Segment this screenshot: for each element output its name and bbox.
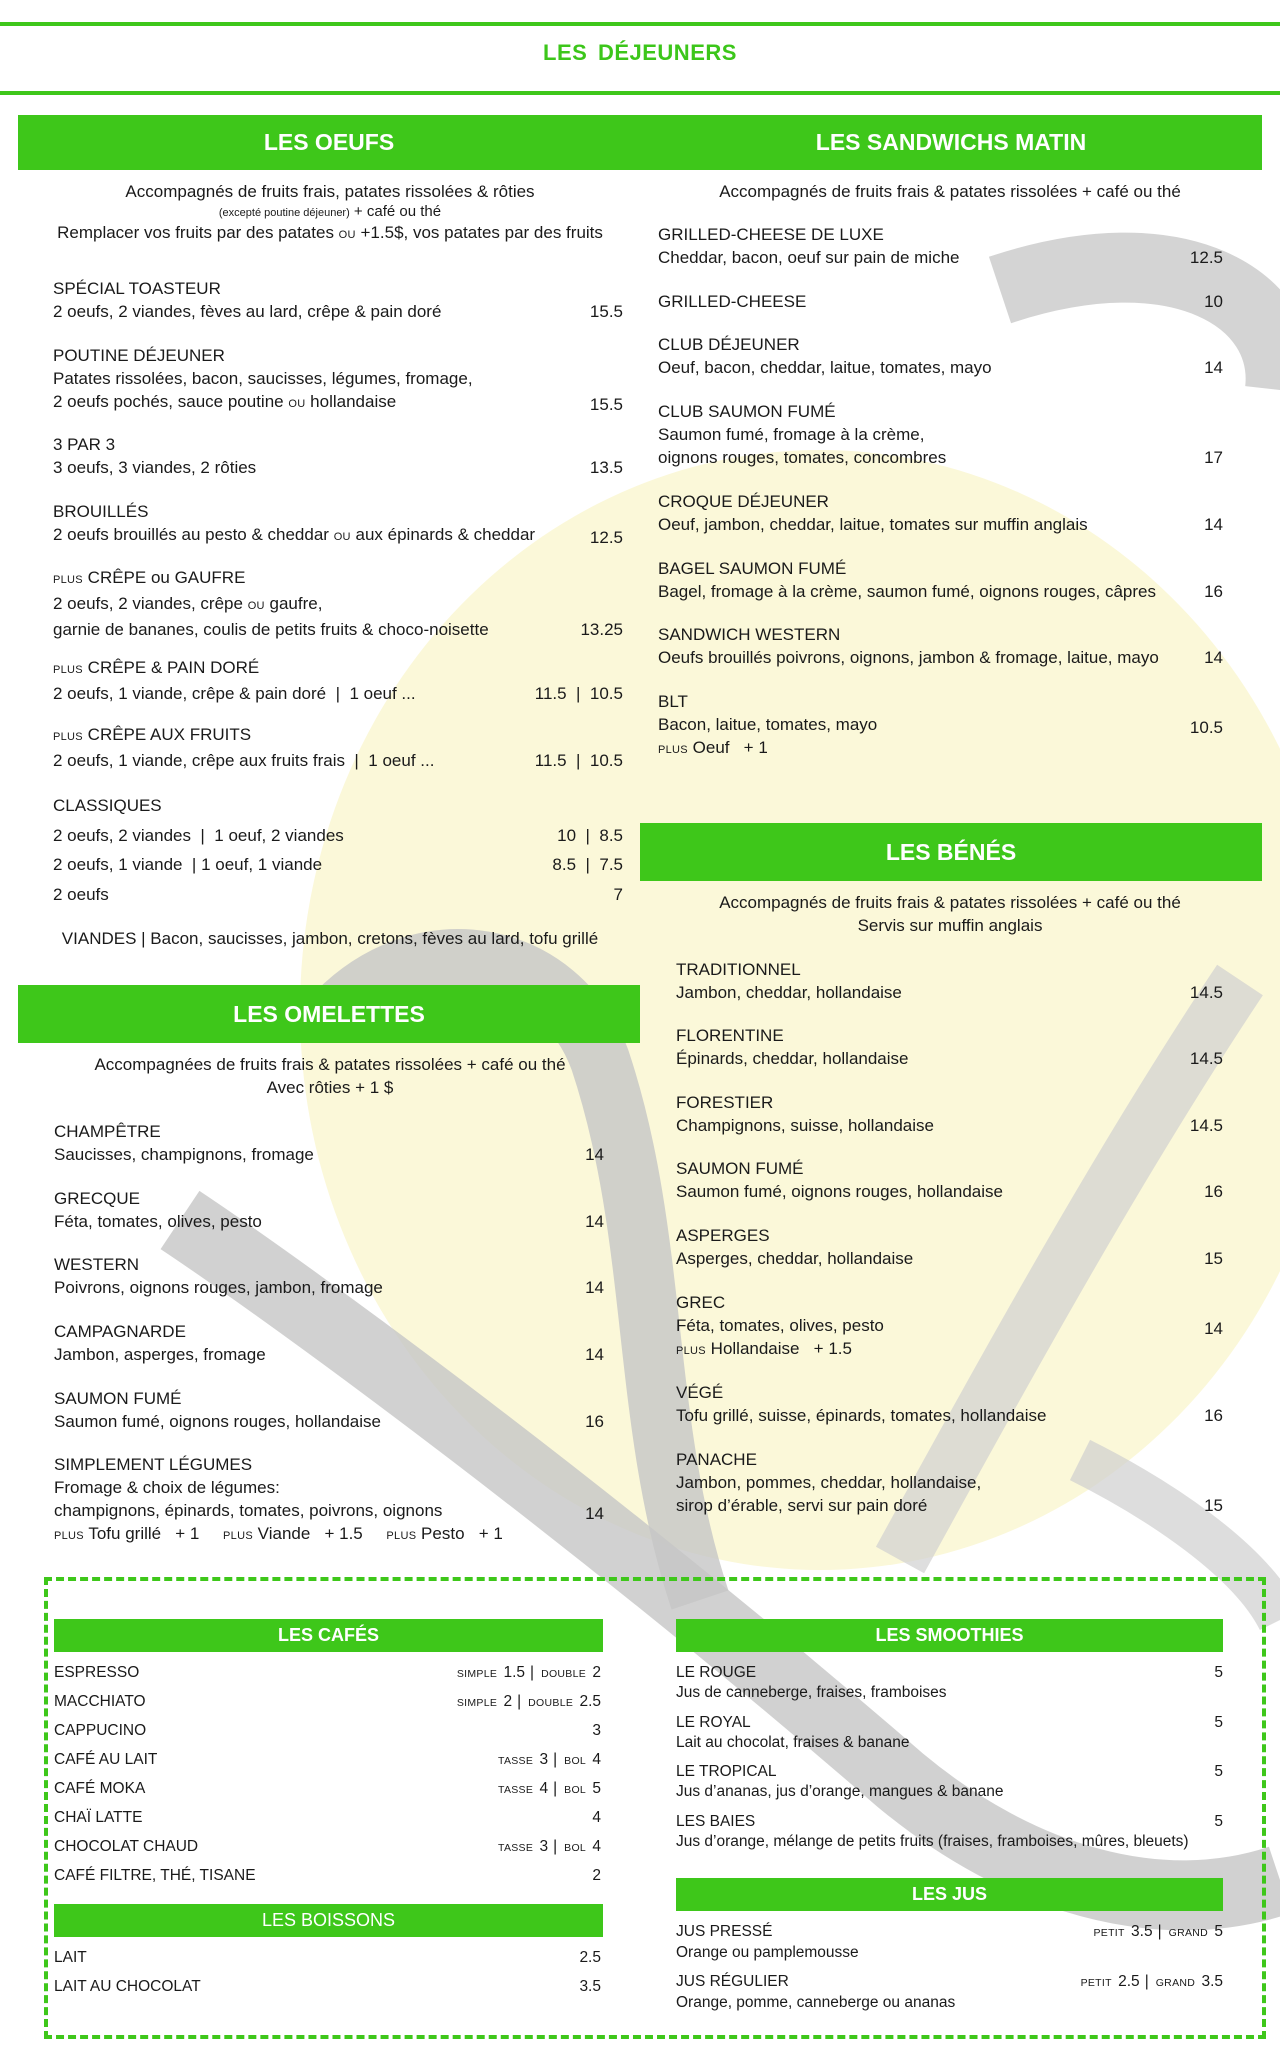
price-value: 2.5 <box>1113 1973 1140 1990</box>
classique-row <box>53 880 623 910</box>
drink-row <box>54 1808 601 1828</box>
price-value: 5 <box>588 1780 601 1797</box>
item-desc: Poivrons, oignons rouges, jambon, fromage <box>54 1278 383 1297</box>
row-price <box>455 1663 601 1684</box>
item-desc: Féta, tomates, olives, pesto <box>676 1316 884 1335</box>
item-desc: Oeuf, bacon, cheddar, laitue, tomates, mayo <box>658 358 992 377</box>
row-price: 10 | 8.5 <box>557 825 623 845</box>
item-price: 14 <box>585 1278 604 1297</box>
row-price <box>1214 1762 1223 1782</box>
omelettes-intro <box>30 1053 630 1099</box>
menu-item <box>658 290 1223 313</box>
drink-desc: Orange, pomme, canneberge ou ananas <box>676 1994 956 2011</box>
price-value: 3.5 <box>1126 1923 1153 1940</box>
item-name: CLASSIQUES <box>53 796 162 815</box>
drink-row <box>54 1721 601 1741</box>
item-extras <box>54 1522 604 1548</box>
extra-text: Oeuf + 1 <box>687 738 768 757</box>
size-label: GRAND <box>1155 1977 1196 1989</box>
benes-intro <box>650 891 1250 937</box>
plus-label: PLUS <box>386 1530 417 1542</box>
price-value: 5 <box>1214 1763 1223 1780</box>
row-price <box>455 1692 601 1713</box>
item-price: 15.5 <box>589 395 623 414</box>
item-desc: Saumon fumé, fromage à la crème, <box>658 425 925 444</box>
intro-text: +1.5$, vos patates par des fruits <box>355 223 603 242</box>
drink-name: MACCHIATO <box>54 1693 146 1710</box>
item-desc: Jambon, pommes, cheddar, hollandaise, <box>676 1473 982 1492</box>
desc-text: 2 oeufs pochés, sauce poutine <box>53 392 289 411</box>
drink-item <box>676 1762 1223 1802</box>
item-desc: Tofu grillé, suisse, épinards, tomates, hollandaise <box>676 1406 1047 1425</box>
item-name: SANDWICH WESTERN <box>658 625 841 644</box>
item-desc: Oeufs brouillés poivrons, oignons, jambon & fromage, laitue, mayo <box>658 648 1159 667</box>
page-title: LES DÉJEUNERS <box>543 40 737 65</box>
menu-item <box>676 1157 1223 1203</box>
item-name: WESTERN <box>54 1255 139 1274</box>
viandes-note: VIANDES | Bacon, saucisses, jambon, cretons, fèves au lard, tofu grillé <box>61 929 599 948</box>
item-name: GRECQUE <box>54 1189 140 1208</box>
row-price <box>1214 1713 1223 1733</box>
size-label: SIMPLE <box>456 1697 498 1709</box>
item-name: CLUB SAUMON FUMÉ <box>658 402 836 421</box>
drink-name: JUS RÉGULIER <box>676 1973 789 1990</box>
item-price: 13.5 <box>589 458 623 477</box>
extra-text: Hollandaise + 1.5 <box>705 1339 852 1358</box>
drink-item <box>676 1972 1223 2013</box>
menu-item <box>53 277 623 323</box>
intro-line: Avec rôties + 1 $ <box>266 1078 394 1097</box>
drink-item <box>676 1663 1223 1703</box>
row-price <box>1214 1812 1223 1832</box>
price-value: 3 <box>535 1751 549 1768</box>
drink-row <box>54 1866 601 1886</box>
drink-row <box>54 1663 601 1684</box>
item-desc: Bagel, fromage à la crème, saumon fumé, oignons rouges, câpres <box>658 582 1156 601</box>
item-name: CAMPAGNARDE <box>54 1322 186 1341</box>
oeufs-intro <box>30 180 630 247</box>
menu-item <box>658 400 1223 469</box>
drink-row <box>54 1750 601 1771</box>
drink-row <box>676 1762 1223 1782</box>
classique-row <box>53 850 623 880</box>
intro-small: (excepté poutine déjeuner) <box>218 207 350 219</box>
item-price: 15 <box>1204 1249 1223 1268</box>
row-desc: 2 oeufs, 1 viande | 1 oeuf, 1 viande <box>53 855 323 874</box>
section-header-jus: LES JUS <box>676 1878 1223 1911</box>
menu-item <box>53 500 623 549</box>
item-desc <box>53 592 623 618</box>
top-rule <box>0 22 1280 26</box>
item-price: 14.5 <box>1189 1116 1223 1135</box>
menu-item <box>54 1120 604 1166</box>
menu-item <box>54 1387 604 1433</box>
menu-item <box>658 490 1223 536</box>
price-value: 2.5 <box>579 1949 601 1966</box>
size-label: DOUBLE <box>541 1668 587 1680</box>
section-header-oeufs: LES OEUFS <box>18 115 640 170</box>
menu-item <box>53 566 623 641</box>
plus-label: PLUS <box>53 574 83 586</box>
item-name: ASPERGES <box>676 1226 770 1245</box>
menu-item <box>658 333 1223 379</box>
plus-label: PLUS <box>53 664 83 676</box>
item-name: POUTINE DÉJEUNER <box>53 346 225 365</box>
menu-item <box>53 656 623 705</box>
item-price: 10 <box>1204 292 1223 311</box>
price-value: 5 <box>1214 1713 1223 1731</box>
item-name: GRILLED-CHEESE <box>658 292 807 311</box>
price-separator: | <box>553 1780 558 1797</box>
row-price: 8.5 | 7.5 <box>552 855 623 874</box>
row-price <box>1214 1663 1223 1683</box>
price-value: 4 <box>535 1780 549 1797</box>
intro-text: + café ou thé <box>349 203 442 220</box>
menu-item <box>658 557 1223 603</box>
menu-item-classiques <box>53 791 623 909</box>
item-price: 17 <box>1204 448 1223 467</box>
item-price: 11.5 | 10.5 <box>534 684 623 703</box>
item-extras <box>676 1337 1223 1363</box>
item-desc: 2 oeufs, 1 viande, crêpe & pain doré | 1 oeuf ... <box>53 684 416 703</box>
ou-label: OU <box>333 531 351 543</box>
item-price: 12.5 <box>589 528 623 547</box>
drink-row <box>676 1663 1223 1683</box>
item-price: 16 <box>1204 582 1223 601</box>
drink-name: CHOCOLAT CHAUD <box>54 1838 199 1855</box>
price-value: 3 <box>535 1838 549 1855</box>
price-value: 4 <box>588 1838 601 1855</box>
item-name: BLT <box>658 692 688 711</box>
drink-row <box>54 1779 601 1800</box>
menu-item <box>676 1224 1223 1270</box>
item-desc: champignons, épinards, tomates, poivrons, oignons <box>54 1501 443 1520</box>
item-desc: 2 oeufs, 2 viandes, fèves au lard, crêpe & pain doré <box>53 302 442 321</box>
size-label: TASSE <box>498 1755 534 1767</box>
drink-desc: Orange ou pamplemousse <box>676 1944 859 1961</box>
drink-name: LAIT AU CHOCOLAT <box>54 1978 201 1995</box>
item-desc: Asperges, cheddar, hollandaise <box>676 1249 914 1268</box>
row-price: 7 <box>613 884 623 904</box>
menu-item <box>54 1453 604 1548</box>
price-separator: | <box>1157 1923 1162 1940</box>
item-name: CHAMPÊTRE <box>54 1122 161 1141</box>
item-name: TRADITIONNEL <box>676 960 801 979</box>
section-header-cafes: LES CAFÉS <box>54 1619 603 1652</box>
item-name <box>53 566 623 592</box>
item-desc: Fromage & choix de légumes: <box>54 1478 280 1497</box>
item-name: BAGEL SAUMON FUMÉ <box>658 559 847 578</box>
item-name: SIMPLEMENT LÉGUMES <box>54 1455 253 1474</box>
menu-item <box>676 1291 1223 1363</box>
item-extras <box>658 736 1223 762</box>
desc-text: gaufre, <box>264 594 323 613</box>
menu-item <box>658 690 1223 762</box>
price-value: 3.5 <box>1197 1973 1223 1990</box>
size-label: DOUBLE <box>528 1697 574 1709</box>
item-price: 14 <box>585 1345 604 1364</box>
plus-label: PLUS <box>54 1530 84 1542</box>
item-desc <box>53 390 623 416</box>
price-separator: | <box>553 1751 558 1768</box>
extra-text: Viande + 1.5 <box>252 1524 363 1543</box>
item-desc: 3 oeufs, 3 viandes, 2 rôties <box>53 458 257 477</box>
ou-label: OU <box>288 398 306 410</box>
drink-row <box>54 1948 601 1968</box>
price-value: 2 <box>499 1693 513 1710</box>
drink-name: CHAÏ LATTE <box>54 1809 143 1826</box>
item-price: 10.5 <box>1189 718 1223 737</box>
plus-label: PLUS <box>223 1530 253 1542</box>
size-label: PETIT <box>1093 1927 1125 1939</box>
desc-text: 2 oeufs brouillés au pesto & cheddar <box>53 525 334 544</box>
intro-line: Accompagnés de fruits frais, patates rissolées & rôties <box>125 182 535 201</box>
price-separator: | <box>553 1838 558 1855</box>
item-name: SAUMON FUMÉ <box>676 1159 804 1178</box>
item-price: 16 <box>585 1412 604 1431</box>
menu-item <box>54 1187 604 1233</box>
price-value: 2.5 <box>575 1693 601 1710</box>
drink-name: CAFÉ AU LAIT <box>54 1751 158 1768</box>
item-desc: sirop d’érable, servi sur pain doré <box>676 1496 928 1515</box>
intro-line: Accompagnés de fruits frais & patates rissolées + café ou thé <box>719 893 1181 912</box>
size-label: BOL <box>564 1755 587 1767</box>
item-desc: oignons rouges, tomates, concombres <box>658 448 947 467</box>
drink-desc: Jus de canneberge, fraises, framboises <box>676 1684 947 1701</box>
item-desc: Bacon, laitue, tomates, mayo <box>658 715 878 734</box>
sandwichs-intro: Accompagnés de fruits frais & patates rissolées + café ou thé <box>719 182 1181 201</box>
drink-name: LE ROUGE <box>676 1664 757 1681</box>
drink-row <box>676 1922 1223 1943</box>
item-name: CLUB DÉJEUNER <box>658 335 800 354</box>
item-name <box>53 723 623 749</box>
row-price <box>592 1808 601 1828</box>
intro-line: Servis sur muffin anglais <box>857 916 1043 935</box>
item-price: 14.5 <box>1189 983 1223 1002</box>
menu-item <box>676 1091 1223 1137</box>
price-value: 5 <box>1214 1812 1223 1830</box>
menu-item <box>676 1448 1223 1517</box>
drink-row <box>54 1977 601 1997</box>
extra-text: Pesto + 1 <box>416 1524 503 1543</box>
intro-line: Accompagnées de fruits frais & patates rissolées + café ou thé <box>94 1055 566 1074</box>
row-price <box>1091 1922 1223 1943</box>
drink-name: CAFÉ FILTRE, THÉ, TISANE <box>54 1867 256 1884</box>
size-label: BOL <box>564 1784 587 1796</box>
extra-text: Tofu grillé + 1 <box>83 1524 200 1543</box>
size-label: BOL <box>564 1842 587 1854</box>
drink-row <box>54 1692 601 1713</box>
desc-text: aux épinards & cheddar <box>350 525 536 544</box>
item-name <box>53 656 623 682</box>
intro-line <box>30 221 630 247</box>
drink-desc: Jus d’ananas, jus d’orange, mangues & banane <box>676 1783 1004 1800</box>
item-price: 15.5 <box>589 302 623 321</box>
item-desc: Cheddar, bacon, oeuf sur pain de miche <box>658 248 960 267</box>
price-value: 4 <box>588 1751 601 1768</box>
menu-item <box>53 433 623 479</box>
menu-item <box>676 1024 1223 1070</box>
row-price <box>1079 1972 1223 1993</box>
size-label: GRAND <box>1168 1927 1209 1939</box>
item-name: BROUILLÉS <box>53 502 149 521</box>
size-label: SIMPLE <box>456 1668 498 1680</box>
size-label: TASSE <box>498 1784 534 1796</box>
menu-item <box>676 1381 1223 1427</box>
row-price <box>592 1866 601 1886</box>
item-name: SPÉCIAL TOASTEUR <box>53 279 221 298</box>
item-price: 14 <box>1204 515 1223 534</box>
classique-row <box>53 821 623 851</box>
row-desc: 2 oeufs <box>53 884 109 904</box>
item-desc: Jambon, cheddar, hollandaise <box>676 983 902 1002</box>
drink-name: CAFÉ MOKA <box>54 1780 146 1797</box>
drink-name: JUS PRESSÉ <box>676 1923 773 1940</box>
item-price: 16 <box>1204 1406 1223 1425</box>
row-price <box>496 1779 601 1800</box>
item-name: 3 PAR 3 <box>53 435 116 454</box>
menu-item <box>53 344 623 416</box>
item-name: FORESTIER <box>676 1093 774 1112</box>
item-price: 14 <box>585 1145 604 1164</box>
item-price: 14.5 <box>1189 1049 1223 1068</box>
drink-name: LE ROYAL <box>676 1713 751 1731</box>
menu-item <box>658 223 1223 269</box>
section-header-benes: LES BÉNÉS <box>640 823 1262 881</box>
item-desc: Saumon fumé, oignons rouges, hollandaise <box>54 1412 381 1431</box>
item-desc <box>53 523 623 549</box>
menu-item <box>54 1253 604 1299</box>
drink-row <box>676 1713 1223 1733</box>
item-price: 16 <box>1204 1182 1223 1201</box>
drink-row <box>676 1972 1223 1993</box>
title-rule <box>0 91 1280 95</box>
price-value: 5 <box>1210 1923 1223 1940</box>
row-price <box>496 1750 601 1771</box>
price-value: 3.5 <box>579 1978 601 1995</box>
item-desc: Épinards, cheddar, hollandaise <box>676 1049 909 1068</box>
drink-row <box>54 1837 601 1858</box>
item-desc: garnie de bananes, coulis de petits fruits & choco-noisette <box>53 620 489 639</box>
drink-item <box>676 1812 1223 1852</box>
item-desc: Saumon fumé, oignons rouges, hollandaise <box>676 1182 1003 1201</box>
plus-label: PLUS <box>53 731 83 743</box>
price-value: 2 <box>592 1867 601 1884</box>
item-price: 14 <box>585 1504 604 1523</box>
price-value: 3 <box>592 1722 601 1739</box>
item-desc: Champignons, suisse, hollandaise <box>676 1116 934 1135</box>
menu-item <box>53 723 623 772</box>
item-price: 14 <box>585 1212 604 1231</box>
size-label: TASSE <box>498 1842 534 1854</box>
ou-label: OU <box>338 229 356 241</box>
item-desc: Patates rissolées, bacon, saucisses, légumes, fromage, <box>53 369 473 388</box>
price-separator: | <box>530 1664 535 1681</box>
item-name: VÉGÉ <box>676 1383 724 1402</box>
plus-label: PLUS <box>676 1345 706 1357</box>
size-label: PETIT <box>1080 1977 1112 1989</box>
price-value: 1.5 <box>499 1664 526 1681</box>
drink-row <box>676 1812 1223 1832</box>
row-price <box>592 1721 601 1741</box>
item-price: 15 <box>1204 1496 1223 1515</box>
section-header-omelettes: LES OMELETTES <box>18 985 640 1043</box>
item-desc: Jambon, asperges, fromage <box>54 1345 266 1364</box>
drink-item <box>676 1922 1223 1963</box>
menu-item <box>658 623 1223 669</box>
intro-line <box>30 203 630 221</box>
price-value: 4 <box>592 1809 601 1826</box>
row-price <box>579 1977 601 1997</box>
name-text: CRÊPE ou GAUFRE <box>82 568 246 587</box>
price-separator: | <box>1144 1973 1149 1990</box>
price-value: 5 <box>1214 1664 1223 1681</box>
item-name: CROQUE DÉJEUNER <box>658 492 829 511</box>
row-price <box>496 1837 601 1858</box>
row-desc: 2 oeufs, 2 viandes | 1 oeuf, 2 viandes <box>53 825 344 845</box>
item-price: 12.5 <box>1189 248 1223 267</box>
drink-desc: Lait au chocolat, fraises & banane <box>676 1733 910 1751</box>
name-text: CRÊPE & PAIN DORÉ <box>82 658 260 677</box>
price-separator: | <box>517 1693 522 1710</box>
menu-item <box>676 958 1223 1004</box>
item-name: GRILLED-CHEESE DE LUXE <box>658 225 884 244</box>
item-name: FLORENTINE <box>676 1026 784 1045</box>
intro-text: Remplacer vos fruits par des patates <box>57 223 339 242</box>
item-desc: Féta, tomates, olives, pesto <box>54 1212 262 1231</box>
plus-label: PLUS <box>658 744 688 756</box>
section-header-sandwichs: LES SANDWICHS MATIN <box>640 115 1262 170</box>
item-price: 14 <box>1204 1319 1223 1338</box>
item-name: PANACHE <box>676 1450 757 1469</box>
drink-name: LAIT <box>54 1949 87 1966</box>
item-name: GREC <box>676 1293 726 1312</box>
drink-item <box>676 1713 1223 1753</box>
item-name: SAUMON FUMÉ <box>54 1389 182 1408</box>
desc-text: hollandaise <box>305 392 397 411</box>
ou-label: OU <box>247 600 265 612</box>
section-header-smoothies: LES SMOOTHIES <box>676 1619 1223 1652</box>
price-value: 2 <box>588 1664 601 1681</box>
item-desc: Oeuf, jambon, cheddar, laitue, tomates sur muffin anglais <box>658 515 1088 534</box>
drink-desc: Jus d’orange, mélange de petits fruits (fraises, framboises, mûres, bleuets) <box>676 1832 1189 1850</box>
section-header-boissons: LES BOISSONS <box>54 1904 603 1937</box>
drink-name: LE TROPICAL <box>676 1763 777 1780</box>
drink-name: LES BAIES <box>676 1812 756 1830</box>
item-desc: 2 oeufs, 1 viande, crêpe aux fruits frais | 1 oeuf ... <box>53 751 435 770</box>
item-price: 14 <box>1204 358 1223 377</box>
item-price: 13.25 <box>580 620 623 639</box>
desc-text: 2 oeufs, 2 viandes, crêpe <box>53 594 248 613</box>
name-text: CRÊPE AUX FRUITS <box>82 725 252 744</box>
menu-item <box>54 1320 604 1366</box>
drink-name: CAPPUCINO <box>54 1722 147 1739</box>
row-price <box>579 1948 601 1968</box>
item-price: 11.5 | 10.5 <box>534 751 623 770</box>
drink-name: ESPRESSO <box>54 1664 140 1681</box>
item-desc: Saucisses, champignons, fromage <box>54 1145 314 1164</box>
item-price: 14 <box>1204 648 1223 667</box>
